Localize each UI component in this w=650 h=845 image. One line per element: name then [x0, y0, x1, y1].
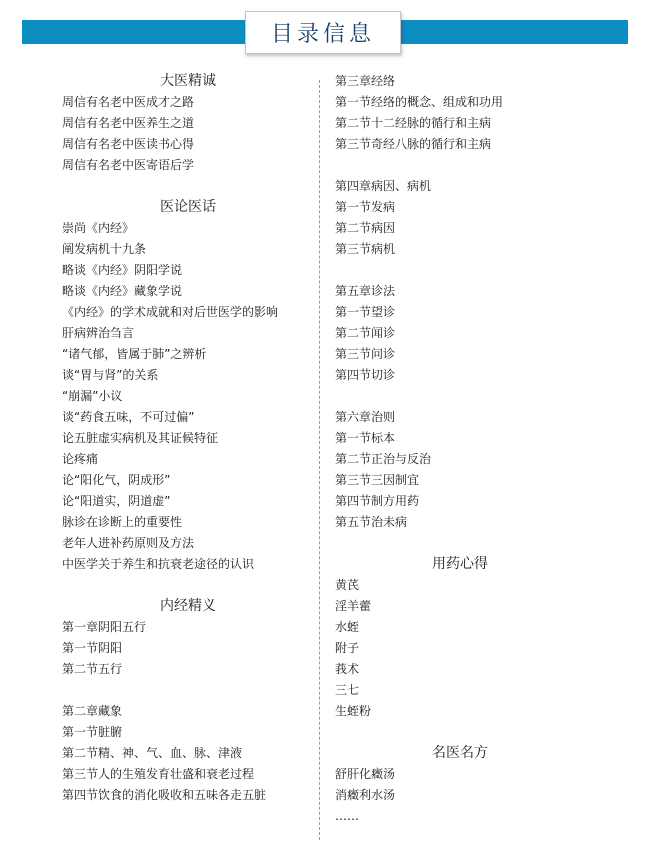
- toc-entry: 论五脏虚实病机及其证候特征: [62, 431, 219, 445]
- section-spacer: [335, 533, 635, 554]
- toc-entry: 论“阳化气，阴成形”: [62, 473, 171, 487]
- section-heading: 大医精诚: [160, 73, 216, 89]
- toc-entry: 第四节切诊: [335, 368, 396, 382]
- toc-entry: 崇尚《内经》: [62, 221, 135, 235]
- section-spacer: [335, 155, 635, 176]
- section-spacer: [335, 722, 635, 743]
- toc-entry: 第一章阴阳五行: [62, 620, 147, 634]
- toc-entry: 周信有名老中医成才之路: [62, 95, 195, 109]
- toc-entry: 第二节病因: [335, 221, 396, 235]
- toc-entry: 生蛭粉: [335, 704, 372, 718]
- toc-entry: 论疼痛: [62, 452, 99, 466]
- toc-entry: 第四节制方用药: [335, 494, 420, 508]
- toc-entry: 《内经》的学术成就和对后世医学的影响: [62, 305, 279, 319]
- toc-entry: 脉诊在诊断上的重要性: [62, 515, 183, 529]
- toc-entry: “诸气郁，皆属于肺”之辨析: [62, 347, 207, 361]
- toc-entry: 第一节经络的概念、组成和功用: [335, 95, 504, 109]
- toc-entry: 论“阳道实，阴道虚”: [62, 494, 171, 508]
- section-spacer: [335, 386, 635, 407]
- toc-entry: 第六章治则: [335, 410, 396, 424]
- section-spacer: [62, 176, 314, 197]
- toc-entry: 第三节病机: [335, 242, 396, 256]
- section-heading: 用药心得: [432, 556, 488, 572]
- toc-entry: 莪术: [335, 662, 360, 676]
- toc-entry: 周信有名老中医寄语后学: [62, 158, 195, 172]
- toc-entry: 老年人进补药原则及方法: [62, 536, 195, 550]
- toc-entry: 第三节人的生殖发育壮盛和衰老过程: [62, 767, 255, 781]
- toc-entry: 第二节五行: [62, 662, 123, 676]
- toc-entry: 谈“药食五味，不可过偏”: [62, 410, 195, 424]
- section-spacer: [335, 260, 635, 281]
- section-spacer: [62, 680, 314, 701]
- toc-entry: 黄芪: [335, 578, 360, 592]
- toc-left-column: [62, 71, 314, 806]
- toc-entry: 周信有名老中医养生之道: [62, 116, 195, 130]
- column-divider: [319, 80, 320, 840]
- toc-entry: 第二节闻诊: [335, 326, 396, 340]
- toc-entry: 第三节奇经八脉的循行和主病: [335, 137, 492, 151]
- toc-entry: ……: [335, 809, 359, 823]
- toc-entry: 肝病辨治刍言: [62, 326, 135, 340]
- toc-entry: 第一节望诊: [335, 305, 396, 319]
- toc-entry: 第二节十二经脉的循行和主病: [335, 116, 492, 130]
- toc-entry: 第三章经络: [335, 74, 396, 88]
- toc-entry: 略谈《内经》藏象学说: [62, 284, 183, 298]
- title-box: [245, 11, 401, 54]
- toc-entry: 中医学关于养生和抗衰老途径的认识: [62, 557, 255, 571]
- toc-entry: 第一节脏腑: [62, 725, 123, 739]
- toc-entry: 第一节标本: [335, 431, 396, 445]
- page-title: 目录信息: [270, 22, 375, 47]
- toc-entry: 阐发病机十九条: [62, 242, 147, 256]
- toc-entry: 第四章病因、病机: [335, 179, 432, 193]
- toc-entry: 第三节问诊: [335, 347, 396, 361]
- toc-entry: 水蛭: [335, 620, 360, 634]
- toc-entry: 周信有名老中医读书心得: [62, 137, 195, 151]
- section-spacer: [62, 575, 314, 596]
- toc-entry: 淫羊藿: [335, 599, 372, 613]
- toc-entry: 第四节饮食的消化吸收和五味各走五脏: [62, 788, 267, 802]
- section-heading: 医论医话: [160, 199, 216, 215]
- toc-right-column: [335, 71, 635, 827]
- toc-entry: 第一节发病: [335, 200, 396, 214]
- toc-entry: 第二节精、神、气、血、脉、津液: [62, 746, 243, 760]
- toc-entry: 谈“胃与肾”的关系: [62, 368, 159, 382]
- toc-entry: “崩漏”小议: [62, 389, 123, 403]
- section-heading: 内经精义: [160, 598, 216, 614]
- toc-entry: 附子: [335, 641, 360, 655]
- toc-entry: 第三节三因制宜: [335, 473, 420, 487]
- toc-entry: 第二节正治与反治: [335, 452, 432, 466]
- toc-entry: 第一节阴阳: [62, 641, 123, 655]
- toc-entry: 三七: [335, 683, 360, 697]
- section-heading: 名医名方: [432, 745, 488, 761]
- toc-entry: 第五章诊法: [335, 284, 396, 298]
- toc-entry: 消癥利水汤: [335, 788, 396, 802]
- toc-entry: 略谈《内经》阴阳学说: [62, 263, 183, 277]
- toc-entry: 第五节治未病: [335, 515, 408, 529]
- toc-entry: 第二章藏象: [62, 704, 123, 718]
- toc-entry: 舒肝化癥汤: [335, 767, 396, 781]
